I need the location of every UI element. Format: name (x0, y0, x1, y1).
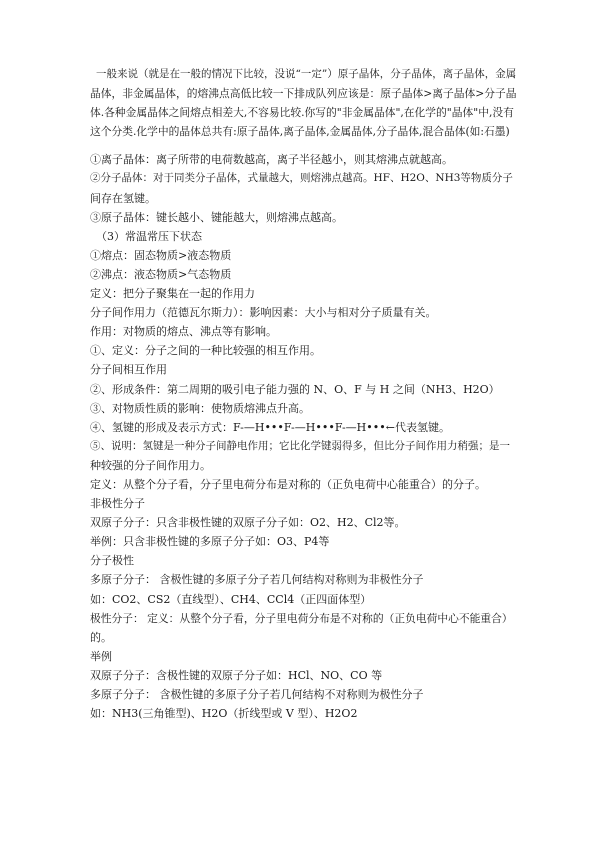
text-line: 体.各种金属晶体之间熔点相差大,不容易比较.你写的"非金属晶体",在化学的"晶体"中,没有 (90, 106, 514, 120)
text-line: 举例 (90, 649, 112, 663)
text-line: 双原子分子：只含非极性键的双原子分子如：O2、H2、Cl2等。 (90, 516, 406, 530)
text-line: ①熔点：固态物质>液态物质 (90, 248, 232, 262)
atomic-crystal-line: ③原子晶体：键长越小、键能越大，则熔沸点越高。 (90, 210, 343, 224)
text-line: ③、对物质性质的影响：使物质熔沸点升高。 (90, 401, 310, 415)
text-line: 多原子分子： 含极性键的多原子分子若几何结构不对称则为极性分子 (90, 688, 424, 701)
text-line: 如：NH3(三角锥型)、H2O（折线型或 V 型）、H2O2 (90, 707, 358, 721)
text-line: 分子间相互作用 (90, 363, 167, 377)
text-line: ②沸点：液态物质>气态物质 (90, 267, 232, 281)
body-lines (90, 150, 518, 723)
text-line: 如：CO2、CS2（直线型）、CH4、CCl4（正四面体型） (90, 592, 372, 606)
hydrogen-bond-line: ④、氢键的形成及表示方式：F-—H•••F-—H•••F-—H•••←代表氢键。 (90, 420, 450, 434)
text-line: 分子极性 (90, 554, 134, 568)
text-line: 间存在氢键。 (90, 191, 156, 205)
text-line: ①、定义：分子之间的一种比较强的相互作用。 (90, 344, 321, 358)
text-line: ⑤、说明：氢键是一种分子间静电作用；它比化学键弱得多，但比分子间作用力稍强；是一 (90, 439, 510, 452)
text-line: ②、形成条件：第二周期的吸引电子能力强的 N、O、F 与 H 之间（NH3、H2O） (90, 382, 500, 396)
text-line: 这个分类.化学中的晶体总共有:原子晶体,离子晶体,金属晶体,分子晶体,混合晶体(如:石墨) (90, 125, 510, 139)
text-line: 定义：把分子聚集在一起的作用力 (90, 287, 255, 301)
text-line: 定义：从整个分子看，分子里电荷分布是对称的（正负电荷中心能重合）的分子。 (90, 477, 486, 491)
text-line: 非极性分子 (90, 497, 145, 511)
text-line: 分子间作用力（范德瓦尔斯力）：影响因素：大小与相对分子质量有关。 (90, 306, 437, 320)
section-heading: （3）常温常压下状态 (96, 229, 202, 243)
text-line: 多原子分子： 含极性键的多原子分子若几何结构对称则为非极性分子 (90, 573, 424, 587)
text-line: 作用：对物质的熔点、沸点等有影响。 (90, 325, 277, 339)
text-line: 种较强的分子间作用力。 (90, 458, 211, 472)
text-line: 极性分子： 定义：从整个分子看，分子里电荷分布是不对称的（正负电荷中心不能重合） (90, 611, 513, 625)
text-line: 举例：只含非极性键的多原子分子如：O3、P4等 (90, 535, 330, 549)
document-page (90, 65, 518, 723)
paragraph-gap (90, 141, 518, 150)
text-line: 一般来说（就是在一般的情况下比较，没说“一定”）原子晶体，分子晶体，离子晶体，金属 (96, 68, 517, 80)
ionic-crystal-line: ①离子晶体：离子所带的电荷数越高，离子半径越小，则其熔沸点就越高。 (90, 153, 453, 167)
text-line: 晶体，非金属晶体，的熔沸点高低比较一下排成队列应该是：原子晶体>离子晶体>分子晶 (90, 87, 517, 101)
text-line: 的。 (90, 630, 112, 644)
text-line: 双原子分子：含极性键的双原子分子如：HCl、NO、CO 等 (90, 668, 383, 682)
molecular-crystal-line: ②分子晶体：对于同类分子晶体，式量越大，则熔沸点越高。HF、H2O、NH3等物质分子 (90, 172, 513, 185)
intro-paragraph (90, 65, 518, 141)
